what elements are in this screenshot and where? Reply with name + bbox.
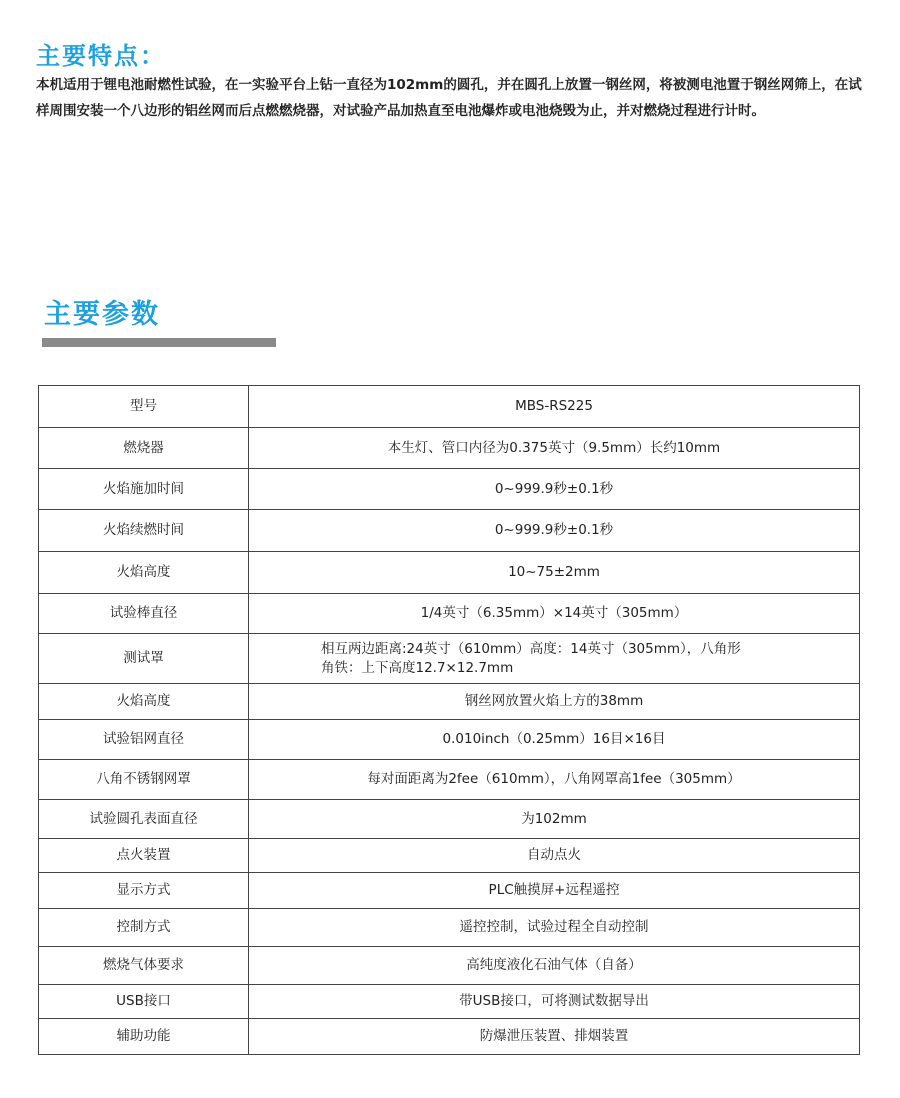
- spec-label: 点火装置: [39, 839, 249, 873]
- table-row: [39, 552, 860, 594]
- spec-value: [249, 634, 860, 684]
- features-heading: 主要特点：: [36, 42, 166, 70]
- spec-label: 测试罩: [39, 634, 249, 684]
- spec-label: 火焰高度: [39, 552, 249, 594]
- spec-value: 0~999.9秒±0.1秒: [249, 510, 860, 552]
- table-row: [39, 720, 860, 760]
- table-row: [39, 469, 860, 510]
- spec-value: PLC触摸屏+远程遥控: [249, 873, 860, 909]
- spec-value: 遥控控制，试验过程全自动控制: [249, 909, 860, 947]
- spec-value: 1/4英寸（6.35mm）×14英寸（305mm）: [249, 594, 860, 634]
- spec-value: 钢丝网放置火焰上方的38mm: [249, 684, 860, 720]
- heading-underline-bar: [42, 338, 276, 347]
- spec-label: 燃烧气体要求: [39, 947, 249, 985]
- spec-table: [38, 385, 860, 1055]
- spec-value: 0.010inch（0.25mm）16目×16目: [249, 720, 860, 760]
- table-row: [39, 594, 860, 634]
- spec-value: 高纯度液化石油气体（自备）: [249, 947, 860, 985]
- spec-label: 试验铝网直径: [39, 720, 249, 760]
- table-row: [39, 947, 860, 985]
- table-row: [39, 909, 860, 947]
- spec-value: MBS-RS225: [249, 386, 860, 428]
- spec-label: 试验棒直径: [39, 594, 249, 634]
- table-row: [39, 839, 860, 873]
- spec-label: 控制方式: [39, 909, 249, 947]
- table-row: [39, 428, 860, 469]
- spec-value: 带USB接口，可将测试数据导出: [249, 985, 860, 1019]
- spec-value: 0~999.9秒±0.1秒: [249, 469, 860, 510]
- spec-label: 辅助功能: [39, 1019, 249, 1055]
- spec-value-line: 角铁：上下高度12.7×12.7mm: [321, 659, 514, 676]
- spec-label: 燃烧器: [39, 428, 249, 469]
- spec-label: 八角不锈钢网罩: [39, 760, 249, 800]
- spec-value: 为102mm: [249, 800, 860, 839]
- table-row: [39, 634, 860, 684]
- spec-value: 每对面距离为2fee（610mm），八角网罩高1fee（305mm）: [249, 760, 860, 800]
- spec-label: 火焰续燃时间: [39, 510, 249, 552]
- spec-label: USB接口: [39, 985, 249, 1019]
- table-row: [39, 985, 860, 1019]
- features-text: 本机适用于锂电池耐燃性试验，在一实验平台上钻一直径为102mm的圆孔，并在圆孔上放置一钢丝网，将被测电池置于钢丝网筛上，在试样周围安装一个八边形的铝丝网而后点燃燃烧器，对试验产品加热直至电池爆炸或电池烧毁为止，并对燃烧过程进行计时。: [36, 77, 862, 119]
- table-row: [39, 386, 860, 428]
- spec-label: 火焰施加时间: [39, 469, 249, 510]
- params-heading: 主要参数: [44, 299, 160, 330]
- table-row: [39, 510, 860, 552]
- spec-label: 试验圆孔表面直径: [39, 800, 249, 839]
- table-row: [39, 684, 860, 720]
- spec-value: 自动点火: [249, 839, 860, 873]
- spec-value: 本生灯、管口内径为0.375英寸（9.5mm）长约10mm: [249, 428, 860, 469]
- table-row: [39, 800, 860, 839]
- spec-label: 显示方式: [39, 873, 249, 909]
- spec-label: 火焰高度: [39, 684, 249, 720]
- table-row: [39, 760, 860, 800]
- spec-value: 10~75±2mm: [249, 552, 860, 594]
- spec-value: 防爆泄压装置、排烟装置: [249, 1019, 860, 1055]
- table-row: [39, 873, 860, 909]
- table-row: [39, 1019, 860, 1055]
- spec-value-line: 相互两边距离:24英寸（610mm）高度：14英寸（305mm），八角形: [321, 640, 741, 657]
- spec-label: 型号: [39, 386, 249, 428]
